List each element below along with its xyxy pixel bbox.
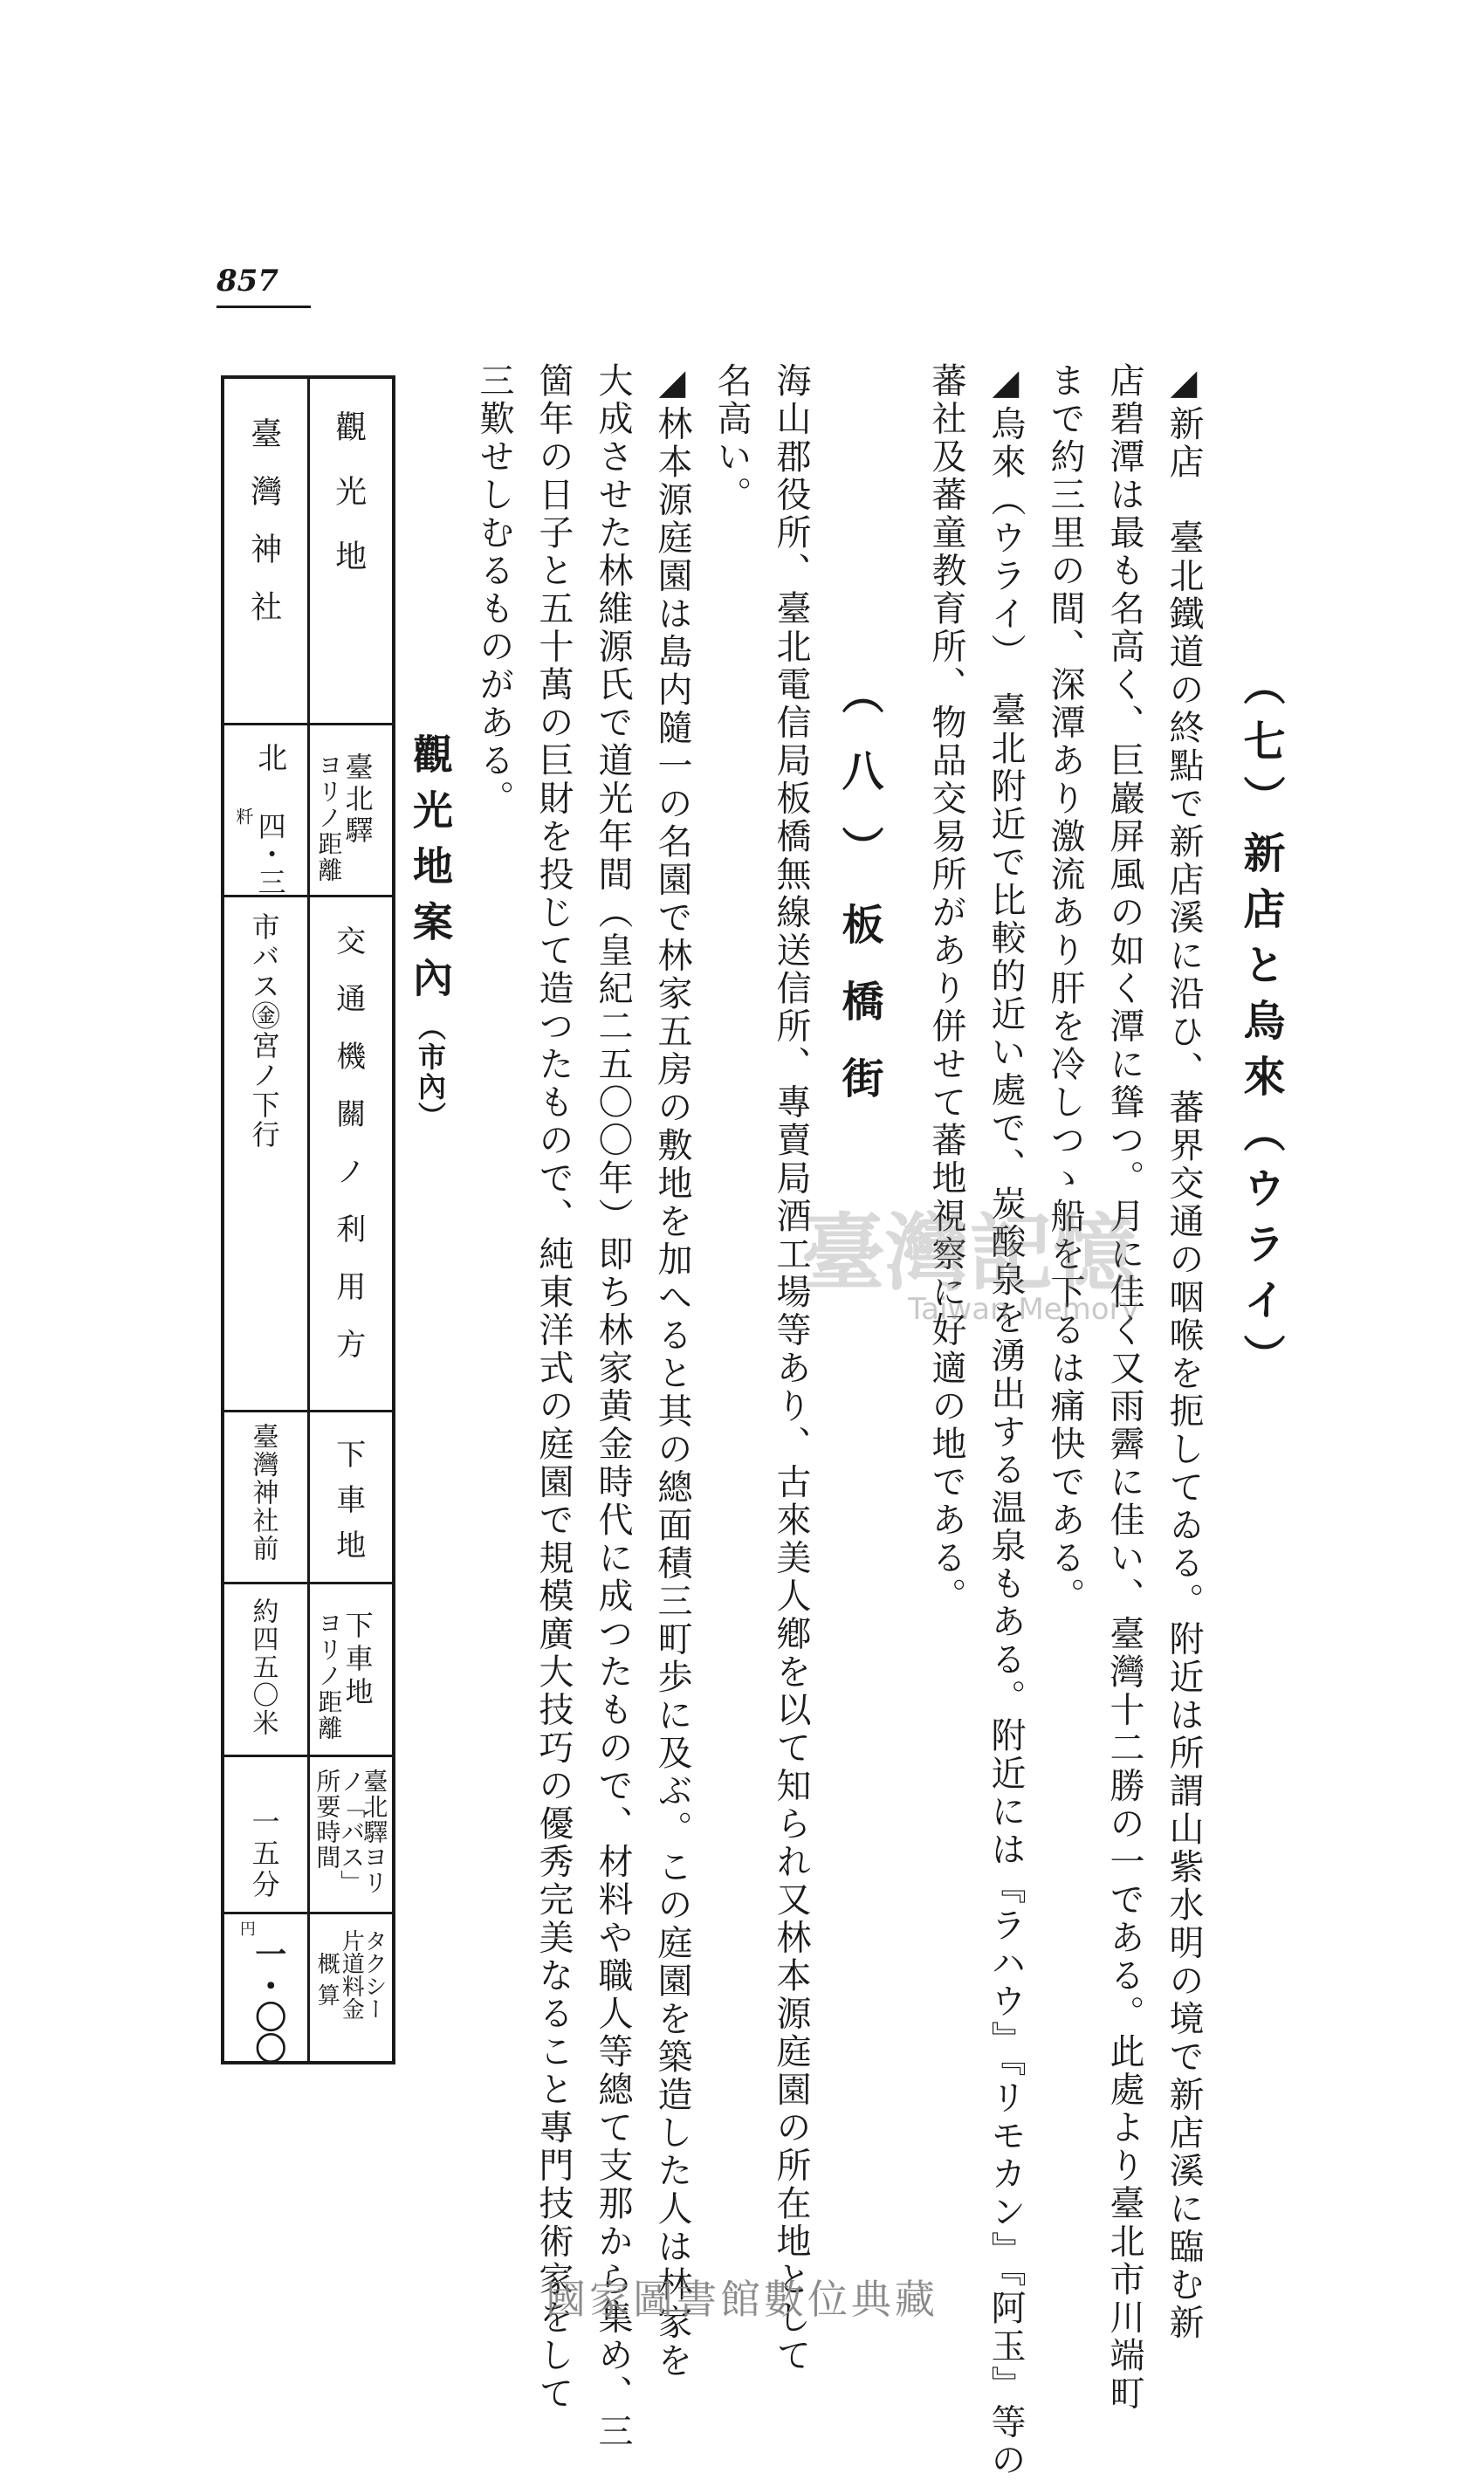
section8-heading: （八）板橋街 — [835, 672, 883, 1133]
header-bus-time-2: ノ「バス」 — [337, 1769, 367, 1895]
watermark-logo: 臺灣記憶 — [801, 1205, 1137, 1302]
section7-p1-line2: 店碧潭は最も名高く、巨巖屏風の如く潭に聳つ。月に佳く又雨霽に佳い、臺灣十二勝の一である。此處より臺北市川端町 — [1104, 362, 1144, 2413]
section8-p2-line3: 箇年の日子と五十萬の巨財を投じて造つたもので、純東洋式の庭園で規模廣大技巧の優秀完美なること專門技術家をして — [533, 362, 574, 2413]
row-dist-value: 四・三 — [253, 812, 287, 896]
row-taxi-unit: 円 — [237, 1920, 256, 1936]
table-divider-3 — [221, 1410, 395, 1412]
header-dist-stop-1: 下車地 — [340, 1611, 374, 1710]
section7-p1-line1: ◢新店 臺北鐵道の終點で新店溪に沿ひ、蕃界交通の咽喉を扼してゐる。附近は所謂山紫水明の境で新店溪に臨む新 — [1164, 362, 1204, 2342]
header-bus-time-3: 所要時間 — [313, 1769, 342, 1870]
table-divider-1 — [221, 723, 395, 725]
header-taxi-2: 片道料金 — [338, 1929, 365, 2020]
header-taxi-3: 概算 — [313, 1952, 340, 2015]
row-bus-time: 一五分 — [247, 1807, 281, 1901]
section7-p2-line2: 蕃社及蕃童教育所、物品交易所があり併せて蕃地視察に好適の地である。 — [926, 362, 966, 1616]
section8-p1-line1: 海山郡役所、臺北電信局板橋無線送信所、專賣局酒工場等あり、古來美人鄕を以て知られ又林本源庭園の所在地として — [771, 362, 811, 2375]
table-title — [407, 733, 454, 1131]
section7-p1-line3: まで約三里の間、深潭あり激流あり肝を冷しつゝ船を下るは痛快である。 — [1045, 362, 1085, 1616]
header-sight: 觀光地 — [330, 410, 367, 604]
section7-p2-line1: ◢烏來（ウライ） 臺北附近で比較的近い處で、炭酸泉を湧出する温泉もある。附近には『ラハウ』『リモカン』『阿玉』等の — [986, 362, 1026, 2480]
header-dist-station-2: ヨリノ距離 — [314, 752, 344, 883]
page-number: 857 — [216, 264, 278, 299]
row-dist-from-stop: 約四五〇米 — [247, 1597, 278, 1737]
footer-archive-label: 國家圖書館數位典藏 — [546, 2276, 938, 2323]
section8-p2-line2: 大成させた林維源氏で道光年間（皇紀二五〇〇年）即ち林家黄金時代に成つたもので、材料や職人等總て支那から集め、三 — [593, 362, 633, 2451]
table-column-divider — [307, 375, 310, 2064]
section8-p1-line2: 名高い。 — [711, 362, 752, 514]
header-dist-station-1: 臺北驛 — [340, 752, 374, 847]
table-title-suffix: （市內） — [414, 1013, 447, 1131]
header-dist-stop-2: ヨリノ距離 — [314, 1611, 344, 1741]
header-stop: 下車地 — [330, 1439, 366, 1575]
section8-p2-line1: ◢林本源庭園は島内隨一の名園で林家五房の敷地を加へると其の總面積三町歩に及ぶ。この庭園を築造した人は林家を — [652, 362, 692, 2380]
section8-p2-line4: 三歎せしむるものがある。 — [474, 362, 514, 818]
watermark-subtitle: Taiwan Memory — [908, 1292, 1139, 1327]
table-divider-2 — [221, 895, 395, 897]
header-bus-time-1: 臺北驛ヨリ — [360, 1769, 389, 1895]
table-divider-6 — [221, 1912, 395, 1914]
table-divider-4 — [221, 1582, 395, 1584]
row-dist-direction: 北 — [251, 742, 287, 772]
page-number-rule — [216, 306, 311, 308]
section7-heading: （七）新店と烏來（ウライ） — [1236, 663, 1285, 1390]
row-taxi: 一・〇〇 — [250, 1938, 287, 2064]
row-sight: 臺灣神社 — [245, 417, 282, 648]
table-divider-5 — [221, 1755, 395, 1757]
row-transport: 市バス㊎宮ノ下行 — [247, 912, 281, 1150]
table-title-main: 觀光地案內 — [407, 733, 454, 1013]
header-taxi-1: タクシー — [361, 1929, 388, 2020]
row-stop: 臺灣神社前 — [247, 1423, 278, 1563]
header-transport: 交通機關ノ利用方 — [330, 925, 366, 1386]
row-dist-unit: 粁 — [233, 807, 254, 825]
